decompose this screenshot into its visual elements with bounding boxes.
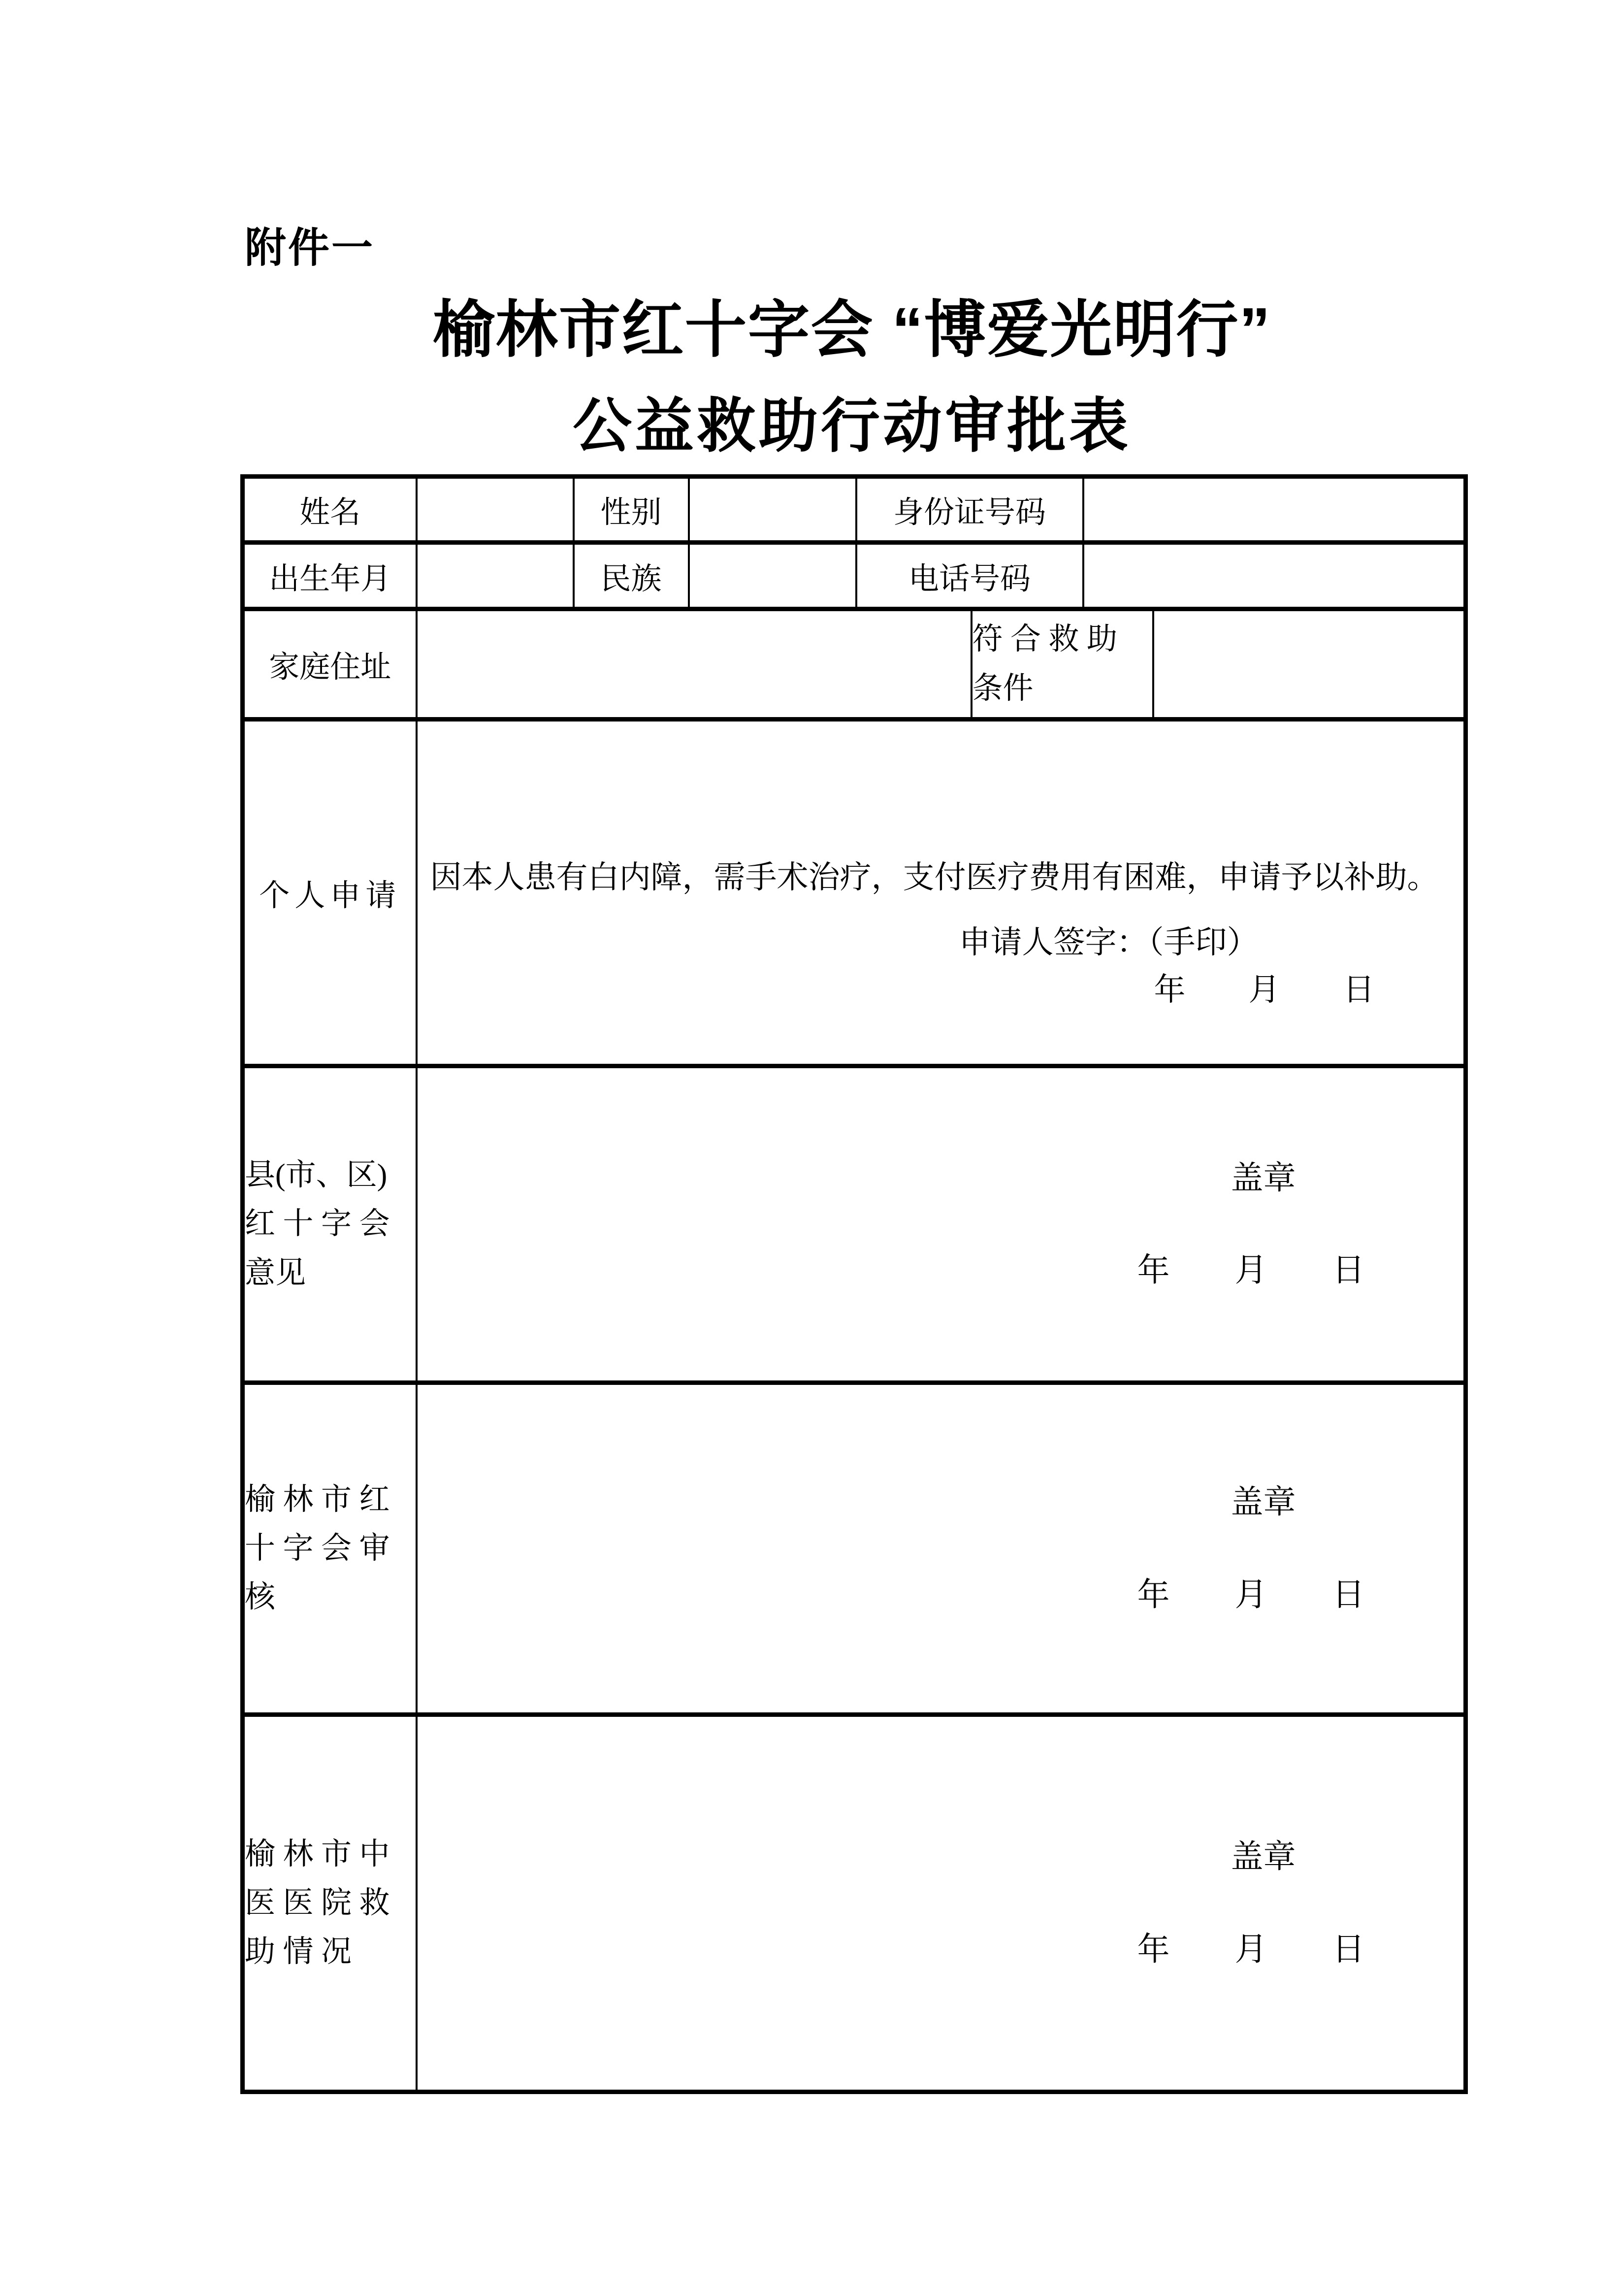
phone-value-cell <box>1083 543 1466 609</box>
birth-date-value-cell <box>417 543 574 609</box>
eligibility-label-cell <box>972 609 1153 720</box>
city-review-content-cell <box>417 1383 1466 1715</box>
address-label-cell: 家庭住址 <box>243 609 417 720</box>
ethnicity-label-cell: 民族 <box>574 543 689 609</box>
eligibility-value-cell <box>1153 609 1466 720</box>
county-opinion-label-line-2: 红 十 字 会 <box>245 1207 390 1241</box>
approval-form-table <box>240 474 1468 2094</box>
table-row <box>243 543 1466 609</box>
table-row <box>243 1066 1466 1383</box>
name-label-cell: 姓名 <box>243 477 417 543</box>
county-opinion-content-cell <box>417 1066 1466 1383</box>
id-number-label-cell: 身份证号码 <box>856 477 1083 543</box>
hospital-aid-label-line-1: 榆 林 市 中 <box>245 1837 390 1871</box>
application-content-cell <box>417 720 1466 1066</box>
hospital-aid-label-line-2: 医 医 院 救 <box>245 1886 390 1920</box>
city-review-label-line-3: 核 <box>245 1580 276 1614</box>
birth-date-label-cell: 出生年月 <box>243 543 417 609</box>
hospital-aid-content-cell <box>417 1715 1466 2092</box>
document-title <box>240 295 1463 459</box>
city-date-line: 年 月 日 <box>1137 1576 1365 1613</box>
gender-value-cell <box>689 477 856 543</box>
id-number-value-cell <box>1083 477 1466 543</box>
hospital-date-line: 年 月 日 <box>1137 1931 1365 1968</box>
county-opinion-label-line-3: 意见 <box>245 1256 306 1290</box>
hospital-aid-label-line-3: 助 情 况 <box>245 1935 352 1969</box>
county-seal-text: 盖章 <box>1231 1160 1296 1196</box>
title-line-2: 公益救助行动审批表 <box>573 393 1131 459</box>
attachment-label: 附件一 <box>245 225 375 271</box>
gender-label-cell: 性别 <box>574 477 689 543</box>
application-date-line: 年 月 日 <box>1154 972 1375 1007</box>
county-opinion-label-line-1: 县(市、区) <box>245 1158 388 1192</box>
city-review-label-cell <box>243 1383 417 1715</box>
hospital-aid-label-cell <box>243 1715 417 2092</box>
application-label: 个人申请 <box>259 879 401 913</box>
hospital-seal-text: 盖章 <box>1231 1839 1296 1875</box>
eligibility-label-line-2: 条件 <box>972 671 1034 705</box>
table-row <box>243 477 1466 543</box>
table-row <box>243 720 1466 1066</box>
application-label-cell <box>243 720 417 1066</box>
applicant-signature-line: 申请人签字：（手印） <box>959 925 1259 960</box>
eligibility-label-line-1: 符 合 救 助 <box>972 623 1118 656</box>
ethnicity-value-cell <box>689 543 856 609</box>
city-review-label-line-2: 十 字 会 审 <box>245 1531 390 1565</box>
address-value-cell <box>417 609 972 720</box>
table-row <box>243 1715 1466 2092</box>
city-seal-text: 盖章 <box>1231 1484 1296 1521</box>
table-row <box>243 1383 1466 1715</box>
phone-label-cell: 电话号码 <box>856 543 1083 609</box>
title-line-1: 榆林市红十字会 “博爱光明行” <box>432 295 1271 364</box>
application-text: 因本人患有白内障，需手术治疗，支付医疗费用有困难，申请予以补助。 <box>430 860 1439 895</box>
table-row <box>243 609 1466 720</box>
city-review-label-line-1: 榆 林 市 红 <box>245 1482 390 1516</box>
county-opinion-label-cell <box>243 1066 417 1383</box>
name-value-cell <box>417 477 574 543</box>
county-date-line: 年 月 日 <box>1137 1252 1365 1288</box>
